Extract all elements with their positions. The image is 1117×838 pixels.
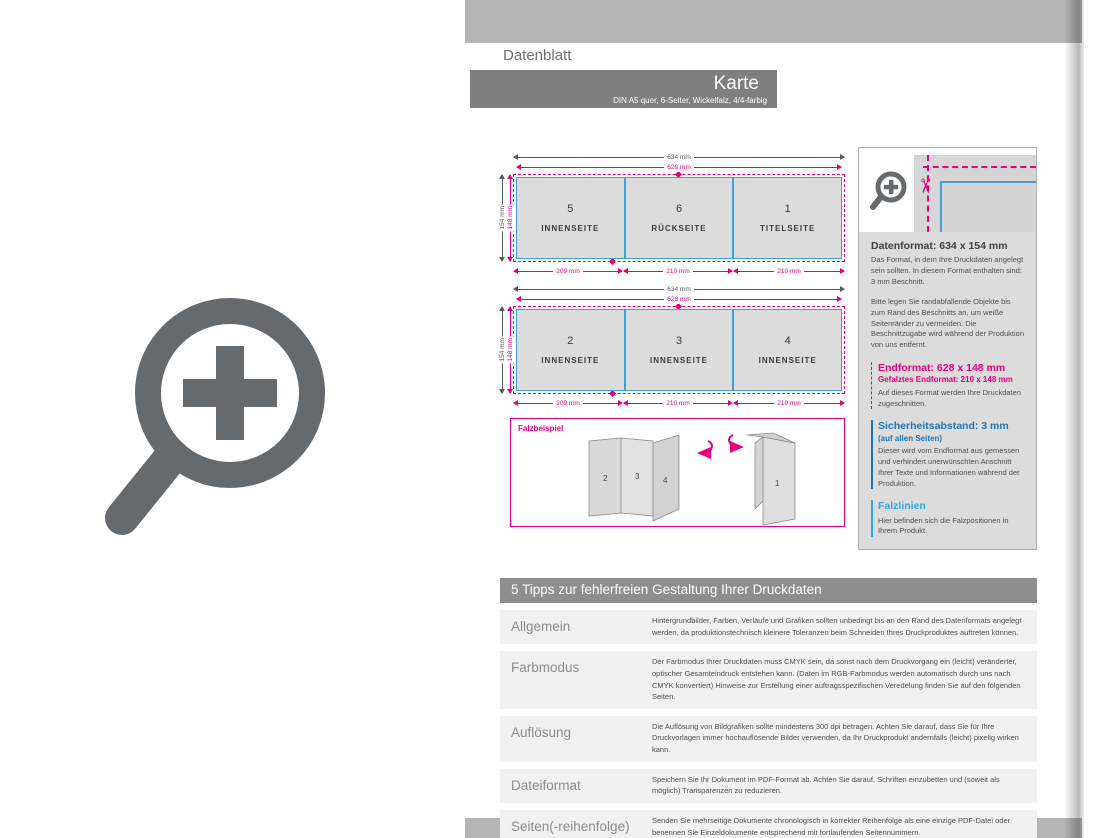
title-bar [470, 70, 777, 108]
detail-zoom-illustration [859, 148, 1036, 232]
panel-label: INNENSEITE [541, 356, 600, 365]
fold-panel-number: 2 [603, 474, 608, 483]
fold-example-box [510, 418, 845, 527]
dimension-width-data-format: 634 mm [513, 285, 845, 294]
datenblatt-tab: Datenblatt [494, 43, 594, 68]
panel-label: RÜCKSEITE [651, 224, 707, 233]
end-format-area [516, 177, 842, 259]
section-body: Dieser wird vom Endformat aus gemessen und verhindert unerwünschten Anschnitt Ihrer Texte und Informationen während der Produktion. [878, 445, 1020, 488]
tips-title: 5 Tipps zur fehlerfreien Gestaltung Ihrer Druckdaten [500, 578, 1037, 603]
panel-3 [624, 310, 733, 390]
panel-label: TITELSEITE [760, 224, 816, 233]
fold-panel-number: 4 [663, 476, 668, 485]
dimension-width-end-format: 628 mm [516, 295, 842, 304]
dimension-height-end-format: 148 mm [506, 306, 515, 394]
scissors-icon: ✂ [913, 177, 936, 195]
panel-number: 2 [567, 335, 574, 347]
section-body: Das Format, in dem Ihre Druckdaten angelegt sein sollten. In diesem Format enthalten sind: 3 mm Beschnitt. [871, 255, 1024, 286]
panel-label: INNENSEITE [650, 356, 709, 365]
panel-number: 1 [784, 203, 791, 215]
section-subheading: (auf allen Seiten) [878, 433, 943, 443]
section-endformat [871, 362, 1026, 409]
tip-text: Senden Sie mehrseitige Dokumente chronologisch in korrekter Reihenfolge als eine einzige PDF-Datei oder benennen Sie Einzeldokumente entsprechend mit fortlaufenden Seitennummern. [652, 815, 1011, 837]
zoom-in-icon[interactable] [100, 288, 325, 556]
fold-example-illustration [511, 431, 844, 526]
fold-example-label: Falzbeispiel [518, 424, 564, 433]
tip-row-allgemein [500, 610, 1037, 644]
panel-2 [517, 310, 624, 390]
fold-panel-number: 3 [635, 472, 640, 481]
panel-number: 6 [675, 203, 683, 215]
tip-text: Die Auflösung von Bildgrafiken sollte mindestens 300 dpi betragen. Achten Sie darauf, dass Sie für Ihre Druckvorlagen immer hochauflösende Bilder verwenden, da Ihr Druckprodukt andernfalls (leicht) pixelig wirken kann. [652, 721, 1019, 754]
bleed-outline [513, 174, 845, 262]
page-subtitle: DIN A5 quer, 6-Seiter, Wickelfalz, 4/4-farbig [613, 96, 767, 105]
page-title: Karte [713, 73, 759, 94]
tip-text: Hintergrundbilder, Farben, Verläufe und Grafiken sollten unbedingt bis an den Rand des Datenformats angelegt werden, da produktionstechnisch kleinere Toleranzen beim Schneiden Ihres Druckproduktes auftreten können. [652, 616, 1022, 637]
section-heading: Datenformat: 634 x 154 mm [871, 240, 1008, 252]
panel-number: 5 [567, 203, 574, 215]
layout-diagram-inner [498, 285, 850, 417]
dimension-height-data-format: 154 mm [498, 306, 507, 394]
tip-text: Speichern Sie Ihr Dokument im PDF-Format ab. Achten Sie darauf, Schriften einzubetten und (soweit als möglich) Transparenzen zu reduzieren. [652, 774, 1000, 796]
bleed-line [923, 166, 1036, 168]
datasheet-page [465, 0, 1082, 838]
corner-detail [914, 155, 1036, 232]
dimension-panel-width: 209 mm [513, 267, 623, 276]
panel-5 [517, 178, 624, 258]
panel-label: INNENSEITE [541, 224, 600, 233]
fold-arrow-icon [729, 435, 744, 453]
section-sicherheitsabstand [871, 420, 1026, 489]
fold-arrow-icon [697, 441, 712, 459]
end-format-area [516, 309, 842, 391]
end-format-line [940, 181, 1036, 183]
dimension-width-end-format: 628 mm [516, 163, 842, 172]
section-heading: Falzlinien [878, 500, 926, 513]
panel-number: 4 [784, 335, 791, 347]
panel-4 [732, 310, 841, 390]
tip-label: Dateiformat [511, 777, 581, 793]
tips-table [500, 578, 1037, 838]
panel-1 [732, 178, 841, 258]
section-subheading: Gefalztes Endformat: 210 x 148 mm [878, 375, 1013, 385]
dimension-height-data-format: 154 mm [498, 174, 507, 262]
cut-mark [609, 390, 616, 397]
section-body: Auf dieses Format werden Ihre Druckdaten zugeschnitten. [878, 387, 1021, 408]
section-heading: Endformat: 628 x 148 mm [878, 362, 1006, 375]
dimension-panel-width: 210 mm [623, 399, 733, 408]
section-body: Bitte legen Sie randabfallende Objekte bis zum Rand des Beschnitts an, um weiße Seitenränder zu vermeiden. Die Beschnittzugabe wird während der Produktion von uns entfernt. [871, 296, 1025, 350]
top-band [465, 0, 1082, 43]
tip-label: Seiten(-reihenfolge) [511, 818, 630, 834]
dimension-panel-width: 210 mm [623, 267, 733, 276]
end-format-line [940, 181, 942, 232]
layout-diagram-outer [498, 153, 850, 285]
panel-6 [624, 178, 733, 258]
tip-label: Allgemein [511, 619, 571, 634]
magnifier-icon [868, 170, 908, 214]
bleed-outline [513, 306, 845, 394]
tip-label: Farbmodus [511, 660, 580, 676]
dimension-height-end-format: 148 mm [506, 174, 515, 262]
section-heading: Sicherheitsabstand: 3 mm [878, 420, 1009, 433]
dimension-panel-width: 210 mm [733, 399, 845, 408]
section-falzlinien [871, 500, 1026, 537]
dimension-panel-width: 210 mm [733, 267, 845, 276]
tip-row-farbmodus [500, 651, 1037, 709]
format-info-sidebar [858, 147, 1037, 550]
dimension-panel-width: 209 mm [513, 399, 623, 408]
fold-panel-number: 1 [775, 479, 780, 488]
section-body: Hier befinden sich die Falzpositionen in Ihrem Produkt. [878, 515, 1009, 536]
dimension-width-data-format: 634 mm [513, 153, 845, 162]
zoom-in-magnifier-glyph [100, 288, 325, 556]
tip-label: Auflösung [511, 724, 572, 740]
sidebar-text [859, 232, 1036, 549]
panel-label: INNENSEITE [758, 356, 817, 365]
tip-row-seitenreihenfolge [500, 810, 1037, 838]
tip-row-aufloesung [500, 716, 1037, 762]
cut-mark [609, 258, 616, 265]
section-datenformat [871, 240, 1026, 351]
panel-number: 3 [675, 335, 683, 347]
tip-text: Der Farbmodus Ihrer Druckdaten muss CMYK sein, da sonst nach dem Druckvorgang ein (leicht) veränderter, optischer Gesamteindruck entstehen kann. (Daten im RGB-Farbmodus werden automatisch durch uns nach CMYK konvertiert) Hinweise zur Erstellung einer auftragsspezifischen Veredelung finden Sie auf den folgenden Seiten. [652, 657, 1021, 702]
tip-row-dateiformat [500, 769, 1037, 803]
